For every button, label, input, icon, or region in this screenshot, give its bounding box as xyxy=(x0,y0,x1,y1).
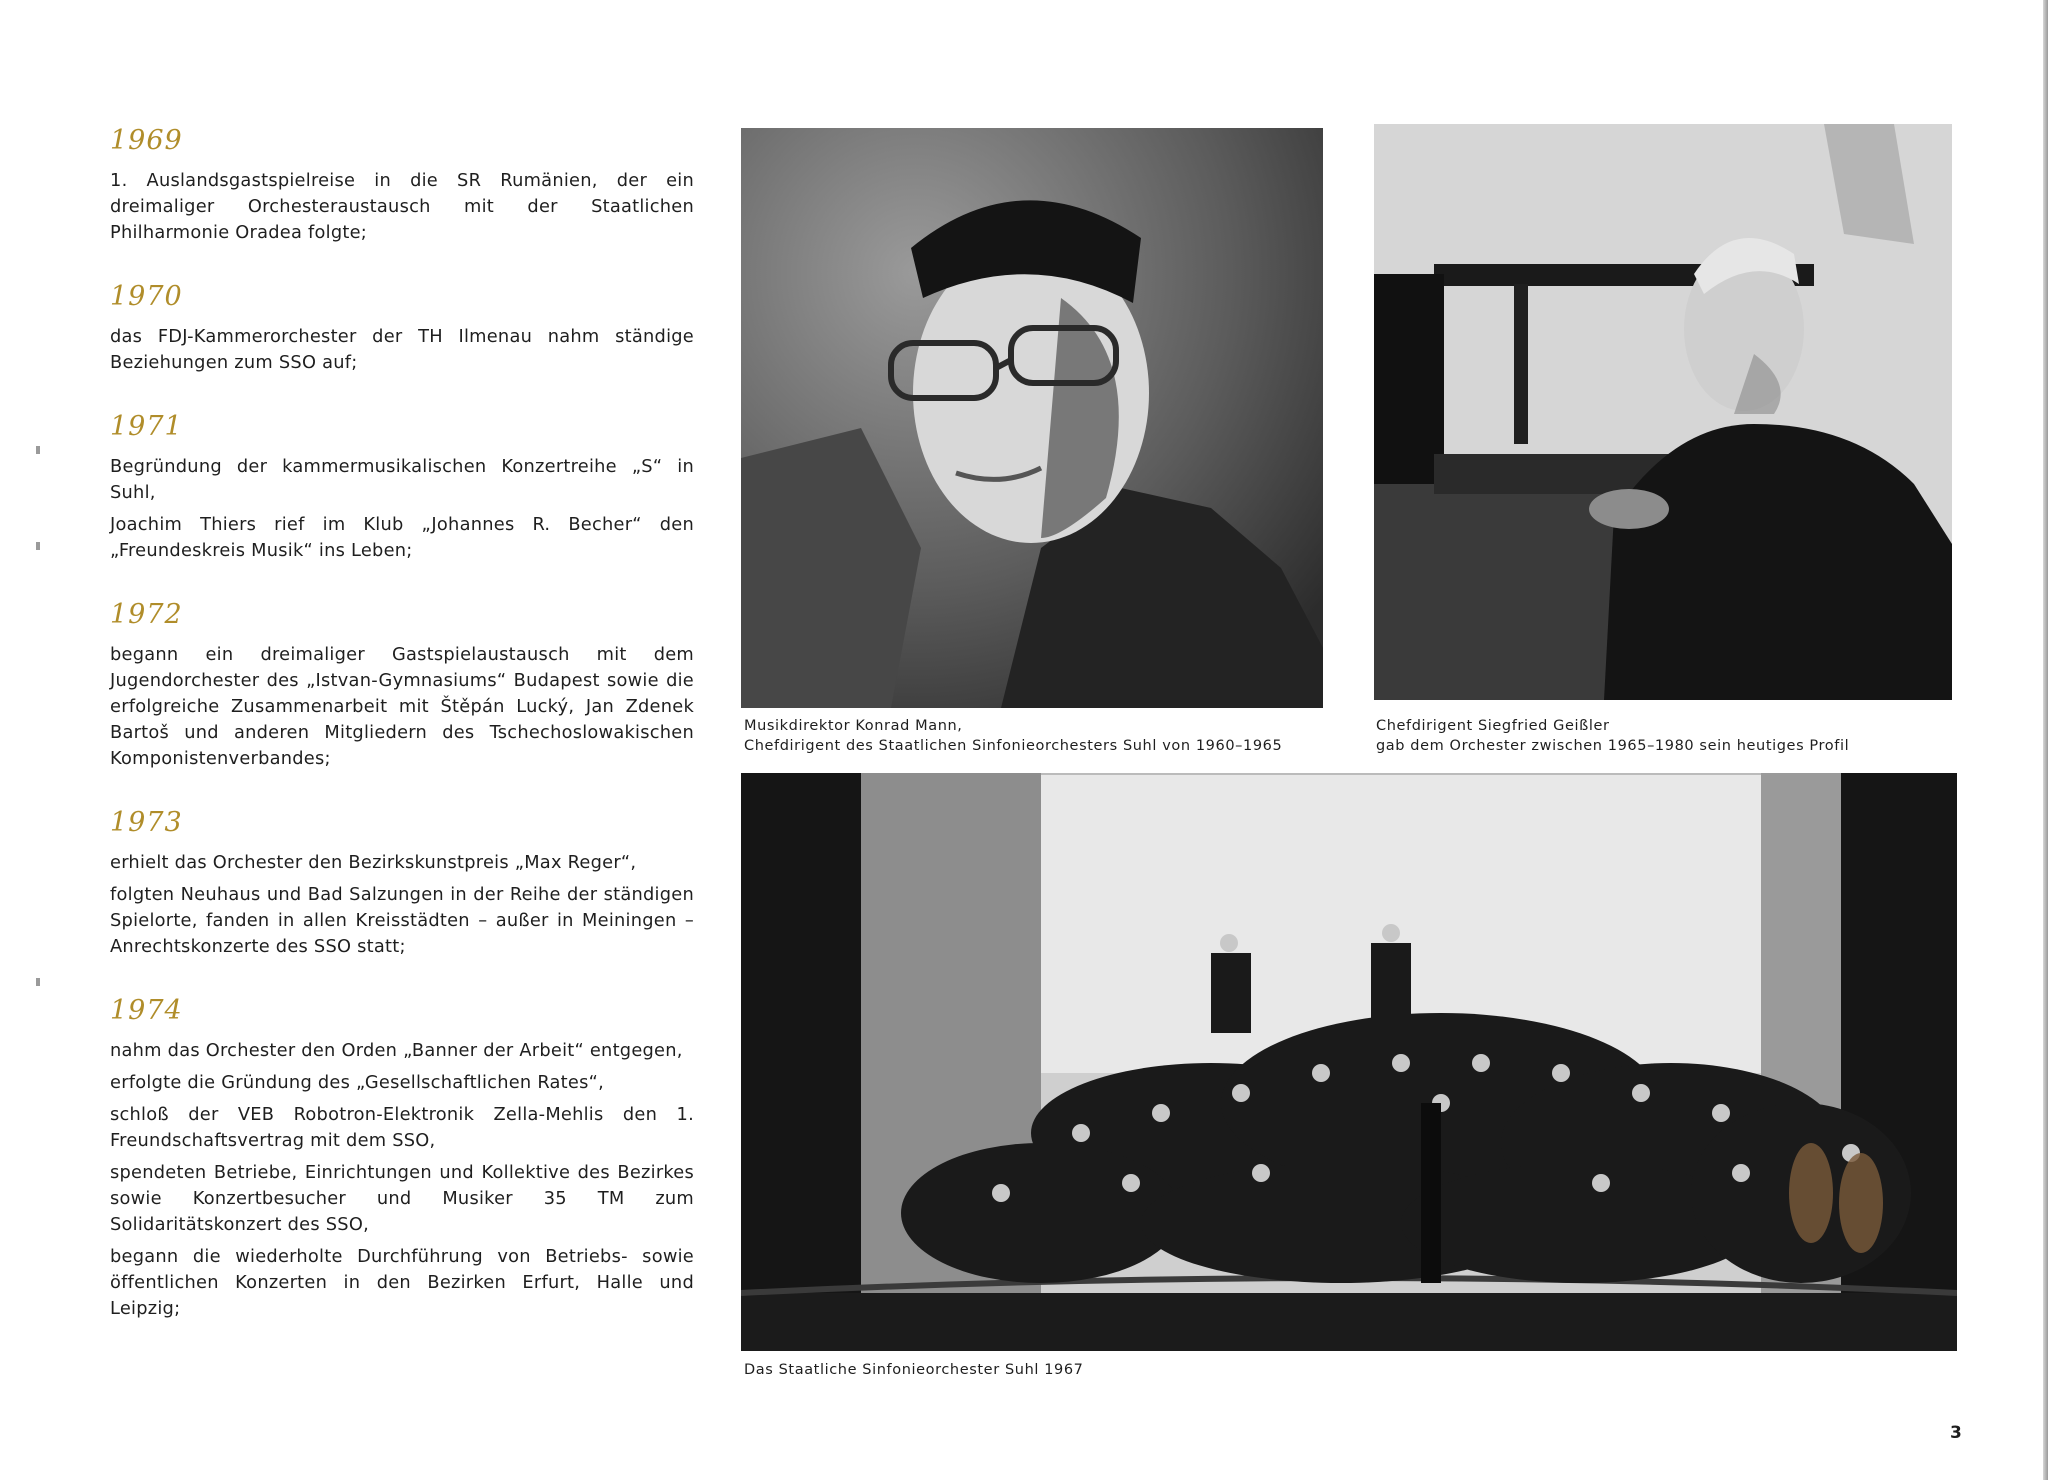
year-heading: 1972 xyxy=(110,599,183,630)
entry-1972 xyxy=(110,600,694,772)
caption-mann xyxy=(744,716,1282,756)
scan-mark xyxy=(36,978,40,986)
year-heading: 1971 xyxy=(110,411,183,442)
chronology-column xyxy=(110,126,694,1358)
entry-text: schloß der VEB Robotron-Elektronik Zella-Mehlis den 1. Freundschaftsvertrag mit dem SSO, xyxy=(110,1104,694,1151)
year-heading: 1969 xyxy=(110,125,183,156)
entry-1971 xyxy=(110,412,694,564)
entry-text: erhielt das Orchester den Bezirkskunstpreis „Max Reger“, xyxy=(110,852,637,873)
entry-text: Begründung der kammermusikalischen Konzertreihe „S“ in Suhl, xyxy=(110,456,694,503)
entry-text: folgten Neuhaus und Bad Salzungen in der Reihe der ständigen Spielorte, fanden in allen Kreisstädten – außer in Meiningen – Anrechtskonzerte des SSO statt; xyxy=(110,884,694,957)
entry-text: Joachim Thiers rief im Klub „Johannes R. Becher“ den „Freundeskreis Musik“ ins Leben; xyxy=(110,514,694,561)
caption-line: Musikdirektor Konrad Mann, xyxy=(744,718,963,734)
entry-text: das FDJ-Kammerorchester der TH Ilmenau nahm ständige Beziehungen zum SSO auf; xyxy=(110,326,694,373)
photo-konrad-mann xyxy=(741,128,1323,708)
entry-1970 xyxy=(110,282,694,376)
caption-line: Chefdirigent des Staatlichen Sinfonieorchesters Suhl von 1960–1965 xyxy=(744,738,1283,754)
orchestra-image xyxy=(741,773,1957,1351)
entry-text: erfolgte die Gründung des „Gesellschaftlichen Rates“, xyxy=(110,1072,604,1093)
page-number: 3 xyxy=(1950,1423,1962,1443)
scan-mark xyxy=(36,446,40,454)
caption-line: gab dem Orchester zwischen 1965–1980 sein heutiges Profil xyxy=(1376,738,1850,754)
photo-orchestra-1967 xyxy=(741,773,1957,1351)
year-heading: 1970 xyxy=(110,281,183,312)
caption-orchestra xyxy=(744,1360,1084,1380)
entry-1974 xyxy=(110,996,694,1322)
caption-line: Chefdirigent Siegfried Geißler xyxy=(1376,718,1610,734)
scan-mark xyxy=(36,542,40,550)
caption-line: Das Staatliche Sinfonieorchester Suhl 1967 xyxy=(744,1362,1084,1378)
entry-1969 xyxy=(110,126,694,246)
scan-edge xyxy=(2043,0,2048,1480)
entry-text: nahm das Orchester den Orden „Banner der Arbeit“ entgegen, xyxy=(110,1040,683,1061)
year-heading: 1974 xyxy=(110,995,183,1026)
caption-geissler xyxy=(1376,716,1849,756)
photo-siegfried-geissler xyxy=(1374,124,1952,700)
entry-text: begann die wiederholte Durchführung von Betriebs- sowie öffentlichen Konzerten in den Bezirken Erfurt, Halle und Leipzig; xyxy=(110,1246,694,1319)
portrait-image xyxy=(1374,124,1952,700)
entry-text: 1. Auslandsgastspielreise in die SR Rumänien, der ein dreimaliger Orchesteraustausch mit der Staatlichen Philharmonie Oradea folgte; xyxy=(110,170,694,243)
entry-1973 xyxy=(110,808,694,960)
entry-text: spendeten Betriebe, Einrichtungen und Kollektive des Bezirkes sowie Konzertbesucher und Musiker 35 TM zum Solidaritätskonzert des SSO, xyxy=(110,1162,694,1235)
portrait-image xyxy=(741,128,1323,708)
year-heading: 1973 xyxy=(110,807,183,838)
entry-text: begann ein dreimaliger Gastspielaustausch mit dem Jugendorchester des „Istvan-Gymnasiums“ Budapest sowie die erfolgreiche Zusammenarbeit mit Štěpán Lucký, Jan Zdenek Bartoš und anderen Mitgliedern des Tschechoslowakischen Komponistenverbandes; xyxy=(110,644,694,769)
